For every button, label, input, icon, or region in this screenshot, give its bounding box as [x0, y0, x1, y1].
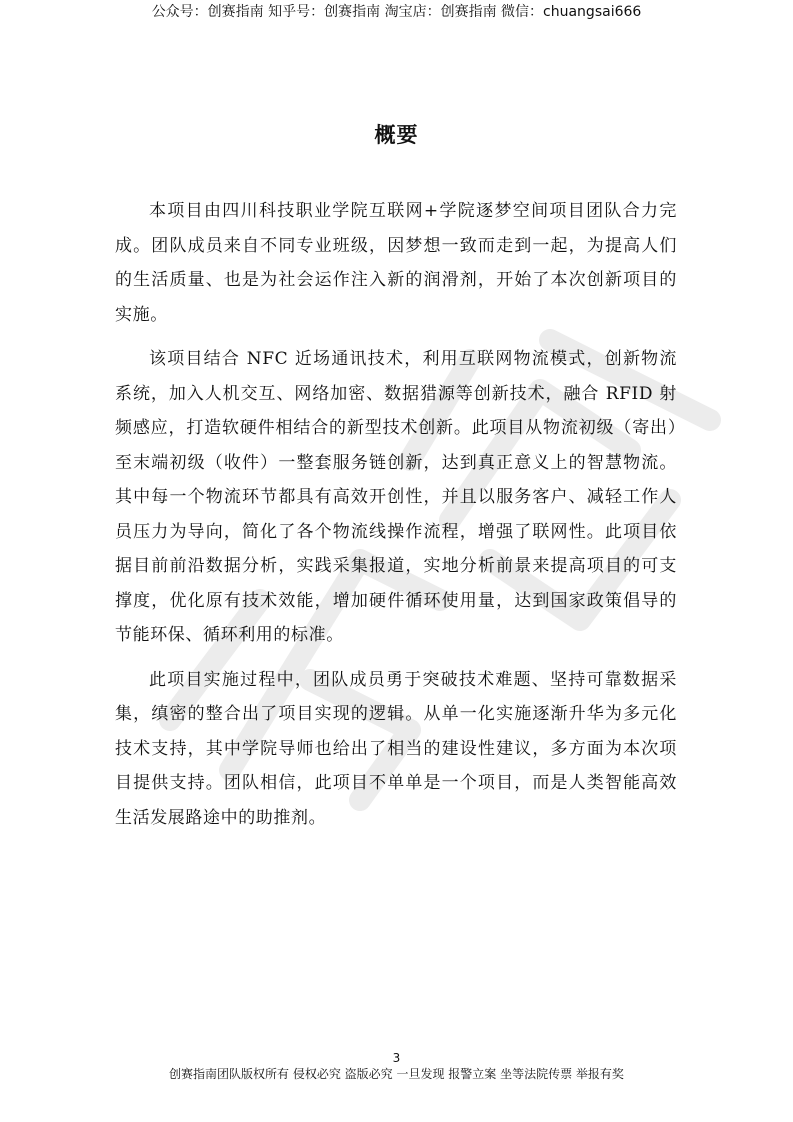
page-title: 概要	[374, 123, 419, 147]
paragraph: 本项目由四川科技职业学院互联网+学院逐梦空间项目团队合力完成。团队成员来自不同专业班级，因梦想一致而走到一起，为提高人们的生活质量、也是为社会运作注入新的润滑剂，开始了本次创新项目的实施。	[115, 201, 677, 325]
page-number: 3	[392, 1051, 401, 1065]
paragraph: 该项目结合 NFC 近场通讯技术，利用互联网物流模式，创新物流系统，加入人机交互、网络加密、数据猎源等创新技术，融合 RFID 射频感应，打造软硬件相结合的新型技术创新。此项目从物流初级（寄出）至末端初级（收件）一整套服务链创新，达到真正意义上的智慧物流。其中每一个物流环节都具有高效开创性，并且以服务客户、减轻工作人员压力为导向，简化了各个物流线操作流程，增强了联网性。此项目依据目前前沿数据分析，实践采集报道，实地分析前景来提高项目的可支撑度，优化原有技术效能，增加硬件循环使用量，达到国家政策倡导的节能环保、循环利用的标准。	[115, 349, 677, 645]
header-banner: 公众号：创赛指南 知乎号：创赛指南 淘宝店：创赛指南 微信：chuangsai666	[151, 4, 642, 20]
footer-banner: 创赛指南团队版权所有 侵权必究 盗版必究 一旦发现 报警立案 坐等法院传票 举报有奖	[169, 1067, 624, 1081]
paragraph: 此项目实施过程中，团队成员勇于突破技术难题、坚持可靠数据采集，缜密的整合出了项目实现的逻辑。从单一化实施逐渐升华为多元化技术支持，其中学院导师也给出了相当的建设性建议，多方面为本次项目提供支持。团队相信，此项目不单单是一个项目，而是人类智能高效生活发展路途中的助推剂。	[115, 669, 677, 828]
summary-body	[115, 194, 677, 845]
